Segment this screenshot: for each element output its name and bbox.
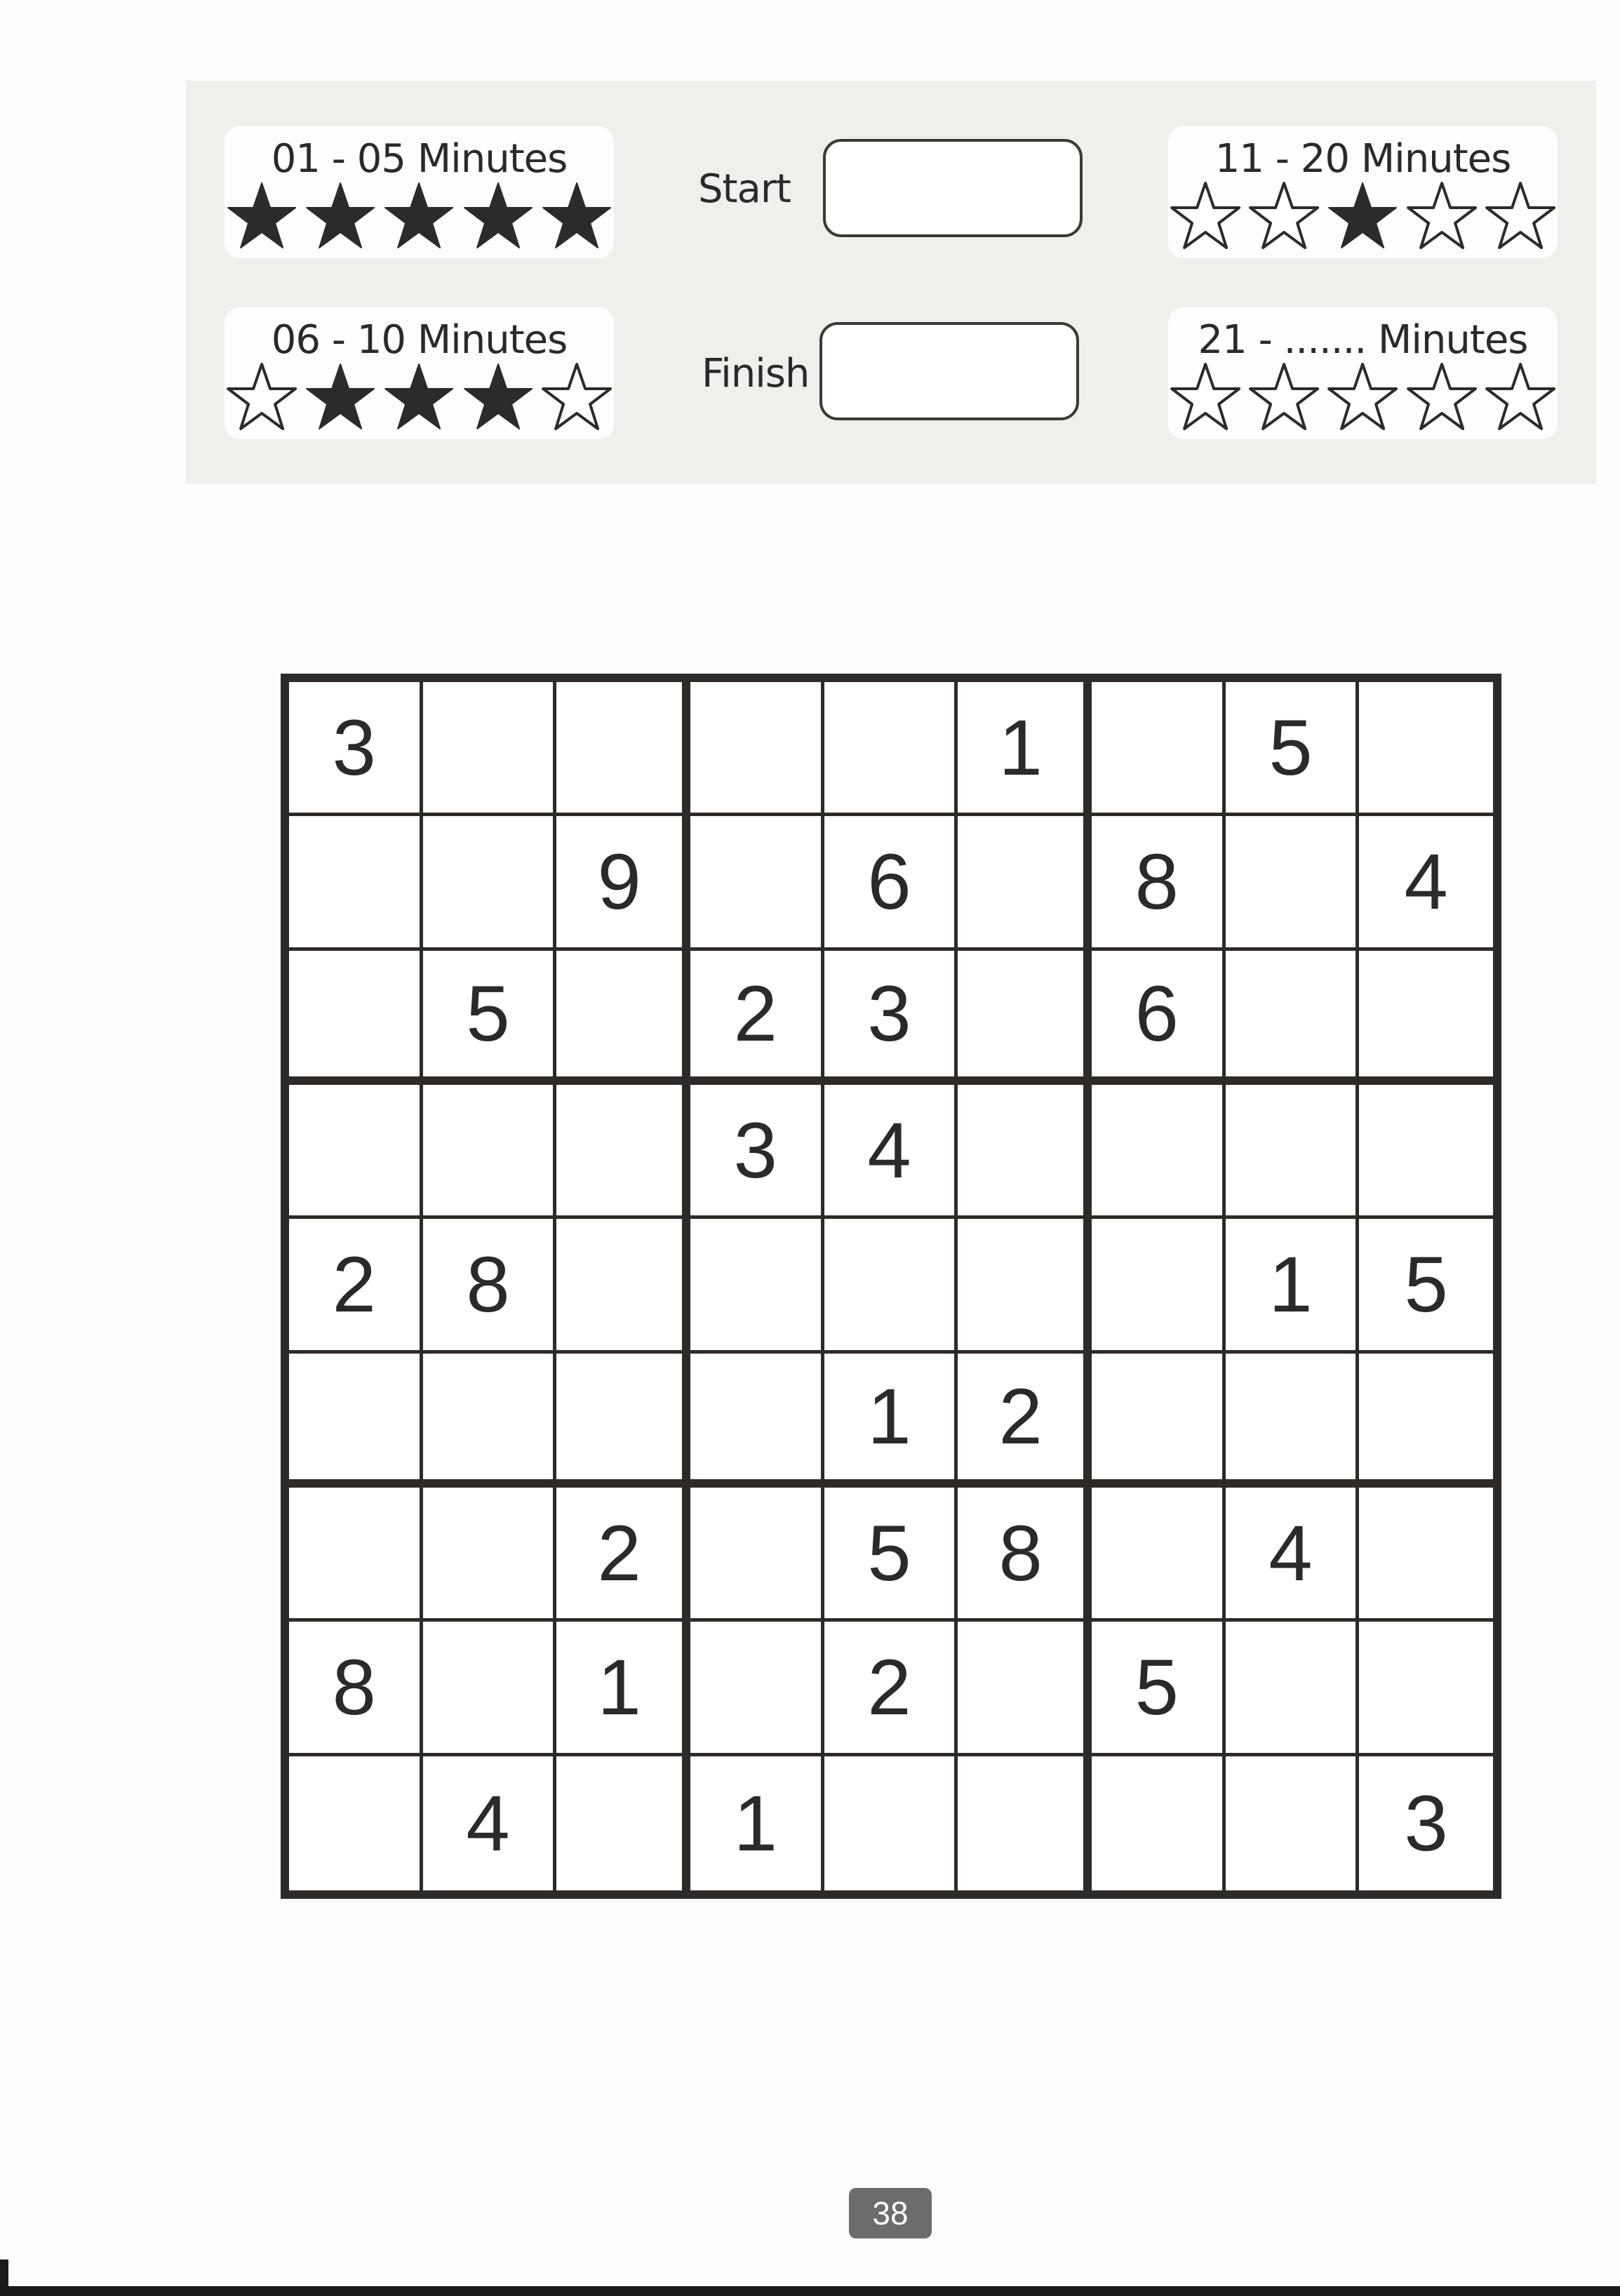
- star-rating: [225, 362, 614, 432]
- empty-cell[interactable]: [1359, 1085, 1493, 1219]
- empty-cell[interactable]: [1092, 1085, 1226, 1219]
- filled-star-icon: [540, 181, 614, 251]
- empty-cell[interactable]: [423, 816, 557, 950]
- given-cell: 5: [1359, 1219, 1493, 1353]
- empty-star-icon: [1247, 181, 1321, 251]
- star-rating: [1168, 181, 1558, 251]
- empty-cell[interactable]: [824, 1756, 958, 1890]
- empty-cell[interactable]: [556, 1085, 690, 1219]
- empty-star-icon: [540, 362, 614, 432]
- empty-star-icon: [1483, 362, 1558, 432]
- empty-cell[interactable]: [556, 1354, 690, 1488]
- empty-star-icon: [1247, 362, 1321, 432]
- empty-cell[interactable]: [824, 682, 958, 816]
- filled-star-icon: [303, 362, 377, 432]
- rating-card-21-plus: [1168, 307, 1558, 439]
- empty-cell[interactable]: [824, 1219, 958, 1353]
- given-cell: 5: [1092, 1622, 1226, 1756]
- given-cell: 5: [824, 1488, 958, 1622]
- page-bottom-edge: [0, 2286, 1620, 2296]
- given-cell: 9: [556, 816, 690, 950]
- given-cell: 6: [824, 816, 958, 950]
- given-cell: 2: [289, 1219, 423, 1353]
- empty-cell[interactable]: [1359, 682, 1493, 816]
- given-cell: 3: [1404, 1779, 1448, 1867]
- empty-cell[interactable]: [423, 1354, 557, 1488]
- finish-label: Finish: [702, 351, 810, 396]
- given-cell: 1: [556, 1622, 690, 1756]
- empty-star-icon: [1325, 362, 1400, 432]
- empty-cell[interactable]: [289, 951, 423, 1085]
- empty-cell[interactable]: [289, 1354, 423, 1488]
- rating-label: 11 - 20 Minutes: [1214, 136, 1511, 182]
- empty-cell[interactable]: [958, 1622, 1092, 1756]
- start-label: Start: [698, 166, 791, 212]
- rating-label: 21 - ....... Minutes: [1198, 317, 1528, 363]
- empty-cell[interactable]: [556, 951, 690, 1085]
- empty-cell[interactable]: [690, 1488, 824, 1622]
- empty-cell[interactable]: [1092, 1354, 1226, 1488]
- empty-cell[interactable]: [1226, 951, 1360, 1085]
- given-cell: 4: [1226, 1488, 1360, 1622]
- empty-cell[interactable]: [1359, 1622, 1493, 1756]
- empty-cell[interactable]: [958, 1085, 1092, 1219]
- page-number: 38: [849, 2188, 932, 2238]
- given-cell: 4: [423, 1756, 557, 1890]
- empty-cell[interactable]: [556, 1219, 690, 1353]
- empty-cell[interactable]: [690, 1622, 824, 1756]
- finish-time-box[interactable]: [819, 322, 1079, 420]
- empty-cell[interactable]: [423, 1622, 557, 1756]
- empty-cell[interactable]: [1226, 1622, 1360, 1756]
- given-cell: 8: [289, 1622, 423, 1756]
- rating-card-06-10: [225, 307, 614, 439]
- given-cell: 2: [690, 951, 824, 1085]
- star-rating: [1168, 362, 1558, 432]
- empty-cell[interactable]: [690, 1219, 824, 1353]
- given-cell: 1: [958, 682, 1092, 816]
- empty-cell[interactable]: [289, 1085, 423, 1219]
- filled-star-icon: [225, 181, 299, 251]
- given-cell: 4: [1359, 816, 1493, 950]
- empty-cell[interactable]: [289, 1756, 423, 1890]
- filled-star-icon: [382, 362, 456, 432]
- given-cell: 8: [1092, 816, 1226, 950]
- empty-cell[interactable]: [1226, 816, 1360, 950]
- empty-cell[interactable]: [958, 1219, 1092, 1353]
- empty-cell[interactable]: [690, 816, 824, 950]
- timing-header: [186, 81, 1596, 484]
- empty-cell[interactable]: [1226, 1756, 1360, 1890]
- empty-cell[interactable]: [1226, 1085, 1360, 1219]
- given-cell: 1: [690, 1756, 824, 1890]
- given-cell: 5: [1226, 682, 1360, 816]
- filled-star-icon: [1325, 181, 1400, 251]
- empty-star-icon: [1168, 181, 1243, 251]
- empty-star-icon: [1483, 181, 1558, 251]
- empty-cell[interactable]: [556, 1756, 690, 1890]
- given-cell: 3: [289, 682, 423, 816]
- rating-card-11-20: [1168, 126, 1558, 258]
- filled-star-icon: [461, 362, 535, 432]
- rating-label: 06 - 10 Minutes: [271, 317, 568, 363]
- empty-cell[interactable]: [1226, 1354, 1360, 1488]
- empty-star-icon: [1405, 181, 1479, 251]
- empty-cell[interactable]: [1092, 682, 1226, 816]
- given-cell: 8: [958, 1488, 1092, 1622]
- empty-star-icon: [225, 362, 299, 432]
- given-cell: 4: [824, 1085, 958, 1219]
- empty-cell[interactable]: [958, 951, 1092, 1085]
- empty-cell[interactable]: [423, 682, 557, 816]
- rating-label: 01 - 05 Minutes: [271, 136, 568, 182]
- sudoku-grid: [281, 674, 1501, 1899]
- empty-cell[interactable]: [423, 1085, 557, 1219]
- given-cell: 2: [824, 1622, 958, 1756]
- given-cell: 6: [1092, 951, 1226, 1085]
- star-rating: [225, 181, 614, 251]
- given-cell: 8: [423, 1219, 557, 1353]
- empty-cell[interactable]: [556, 682, 690, 816]
- empty-cell[interactable]: [1359, 1354, 1493, 1488]
- page-edge-mark: [0, 2260, 8, 2288]
- empty-cell[interactable]: [1092, 1488, 1226, 1622]
- empty-cell[interactable]: [289, 1488, 423, 1622]
- empty-cell[interactable]: [690, 682, 824, 816]
- given-cell: 2: [958, 1354, 1092, 1488]
- given-cell: 1: [824, 1354, 958, 1488]
- empty-cell[interactable]: [1359, 1488, 1493, 1622]
- empty-cell[interactable]: [958, 1756, 1092, 1890]
- given-cell: 1: [1226, 1219, 1360, 1353]
- given-cell: 2: [556, 1488, 690, 1622]
- empty-cell[interactable]: [289, 816, 423, 950]
- empty-cell[interactable]: [1092, 1219, 1226, 1353]
- empty-cell[interactable]: [1092, 1756, 1226, 1890]
- start-time-box[interactable]: [823, 139, 1083, 237]
- empty-star-icon: [1405, 362, 1479, 432]
- filled-star-icon: [461, 181, 535, 251]
- rating-card-01-05: [225, 126, 614, 258]
- given-cell: 3: [824, 951, 958, 1085]
- given-cell: 3: [690, 1085, 824, 1219]
- empty-cell[interactable]: [690, 1354, 824, 1488]
- empty-cell[interactable]: [958, 816, 1092, 950]
- empty-cell[interactable]: [423, 1488, 557, 1622]
- empty-star-icon: [1168, 362, 1243, 432]
- empty-cell[interactable]: [1359, 951, 1493, 1085]
- filled-star-icon: [303, 181, 377, 251]
- given-cell: 5: [423, 951, 557, 1085]
- filled-star-icon: [382, 181, 456, 251]
